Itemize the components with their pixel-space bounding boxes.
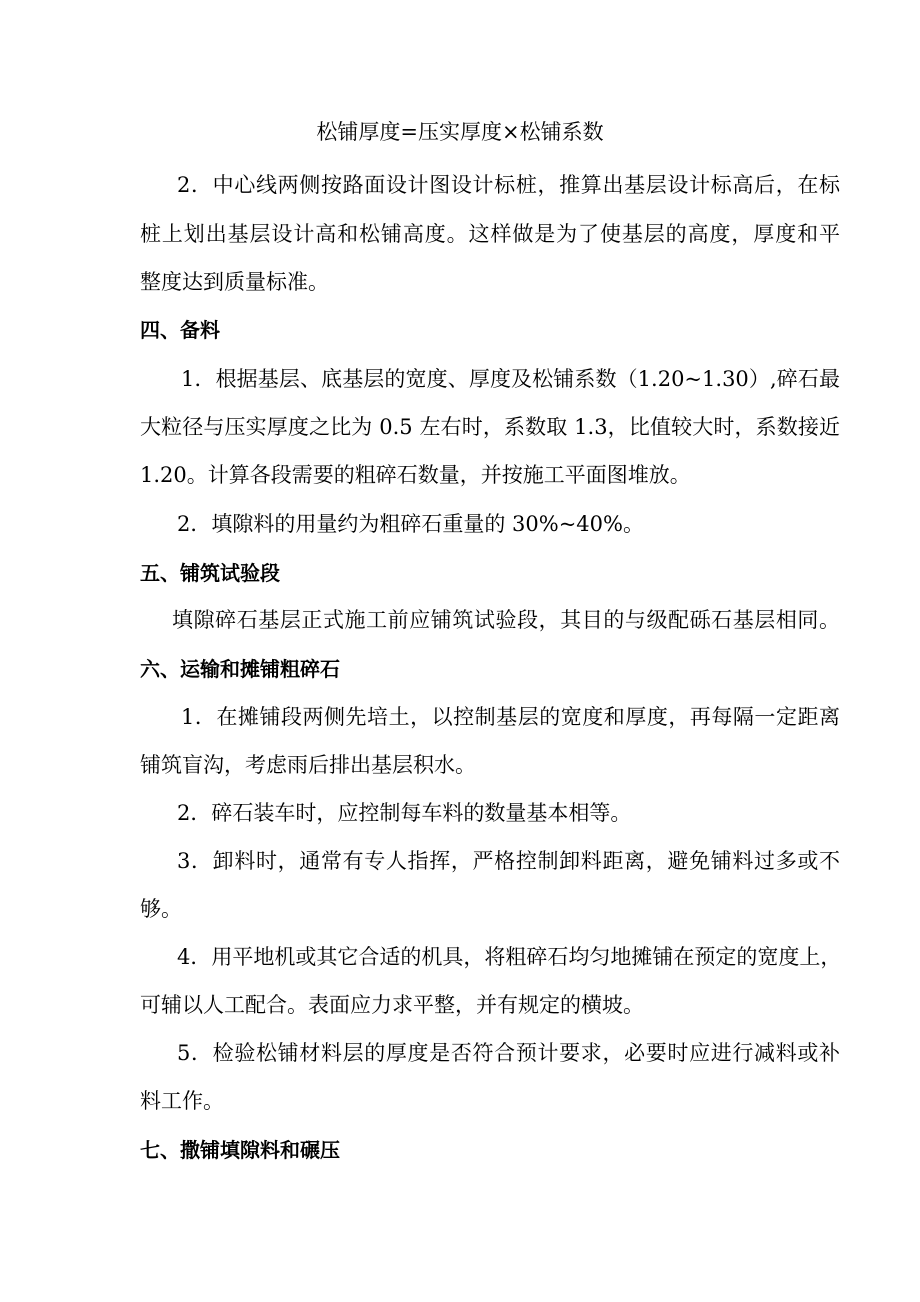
- paragraph-line: 铺筑盲沟，考虑雨后排出基层积水。: [140, 753, 476, 777]
- paragraph-line: 整度达到质量标准。: [140, 270, 329, 294]
- paragraph-line: 5．检验松铺材料层的厚度是否符合预计要求，必要时应进行减料或补: [177, 1041, 840, 1065]
- paragraph-line: 够。: [140, 897, 182, 921]
- paragraph-line: 1．在摊铺段两侧先培土，以控制基层的宽度和厚度，再每隔一定距离: [181, 705, 840, 729]
- paragraph-line: 填隙碎石基层正式施工前应铺筑试验段，其目的与级配砾石基层相同。: [172, 608, 840, 632]
- paragraph-line: 1.20。计算各段需要的粗碎石数量，并按施工平面图堆放。: [140, 463, 691, 487]
- paragraph-line: 2．碎石装车时，应控制每车料的数量基本相等。: [177, 801, 632, 825]
- formula-line: 松铺厚度=压实厚度×松铺系数: [316, 120, 604, 144]
- section-heading-5: 五、铺筑试验段: [140, 561, 280, 585]
- section-heading-7: 七、撒铺填隙料和碾压: [140, 1138, 340, 1162]
- paragraph-line: 2．中心线两侧按路面设计图设计标桩，推算出基层设计标高后，在标: [177, 173, 840, 197]
- section-heading-4: 四、备料: [140, 318, 220, 342]
- paragraph-line: 1．根据基层、底基层的宽度、厚度及松铺系数（1.20~1.30）,碎石最: [181, 367, 840, 391]
- paragraph-line: 料工作。: [140, 1089, 224, 1113]
- paragraph-line: 大粒径与压实厚度之比为 0.5 左右时，系数取 1.3，比值较大时，系数接近: [140, 415, 840, 439]
- paragraph-line: 2．填隙料的用量约为粗碎石重量的 30%~40%。: [177, 512, 644, 536]
- paragraph-line: 可辅以人工配合。表面应力求平整，并有规定的横坡。: [140, 993, 644, 1017]
- section-heading-6: 六、运输和摊铺粗碎石: [140, 657, 340, 681]
- paragraph-line: 4．用平地机或其它合适的机具，将粗碎石均匀地摊铺在预定的宽度上，: [177, 945, 842, 969]
- paragraph-line: 桩上划出基层设计高和松铺高度。这样做是为了使基层的高度，厚度和平: [140, 222, 840, 246]
- paragraph-line: 3．卸料时，通常有专人指挥，严格控制卸料距离，避免铺料过多或不: [177, 849, 840, 873]
